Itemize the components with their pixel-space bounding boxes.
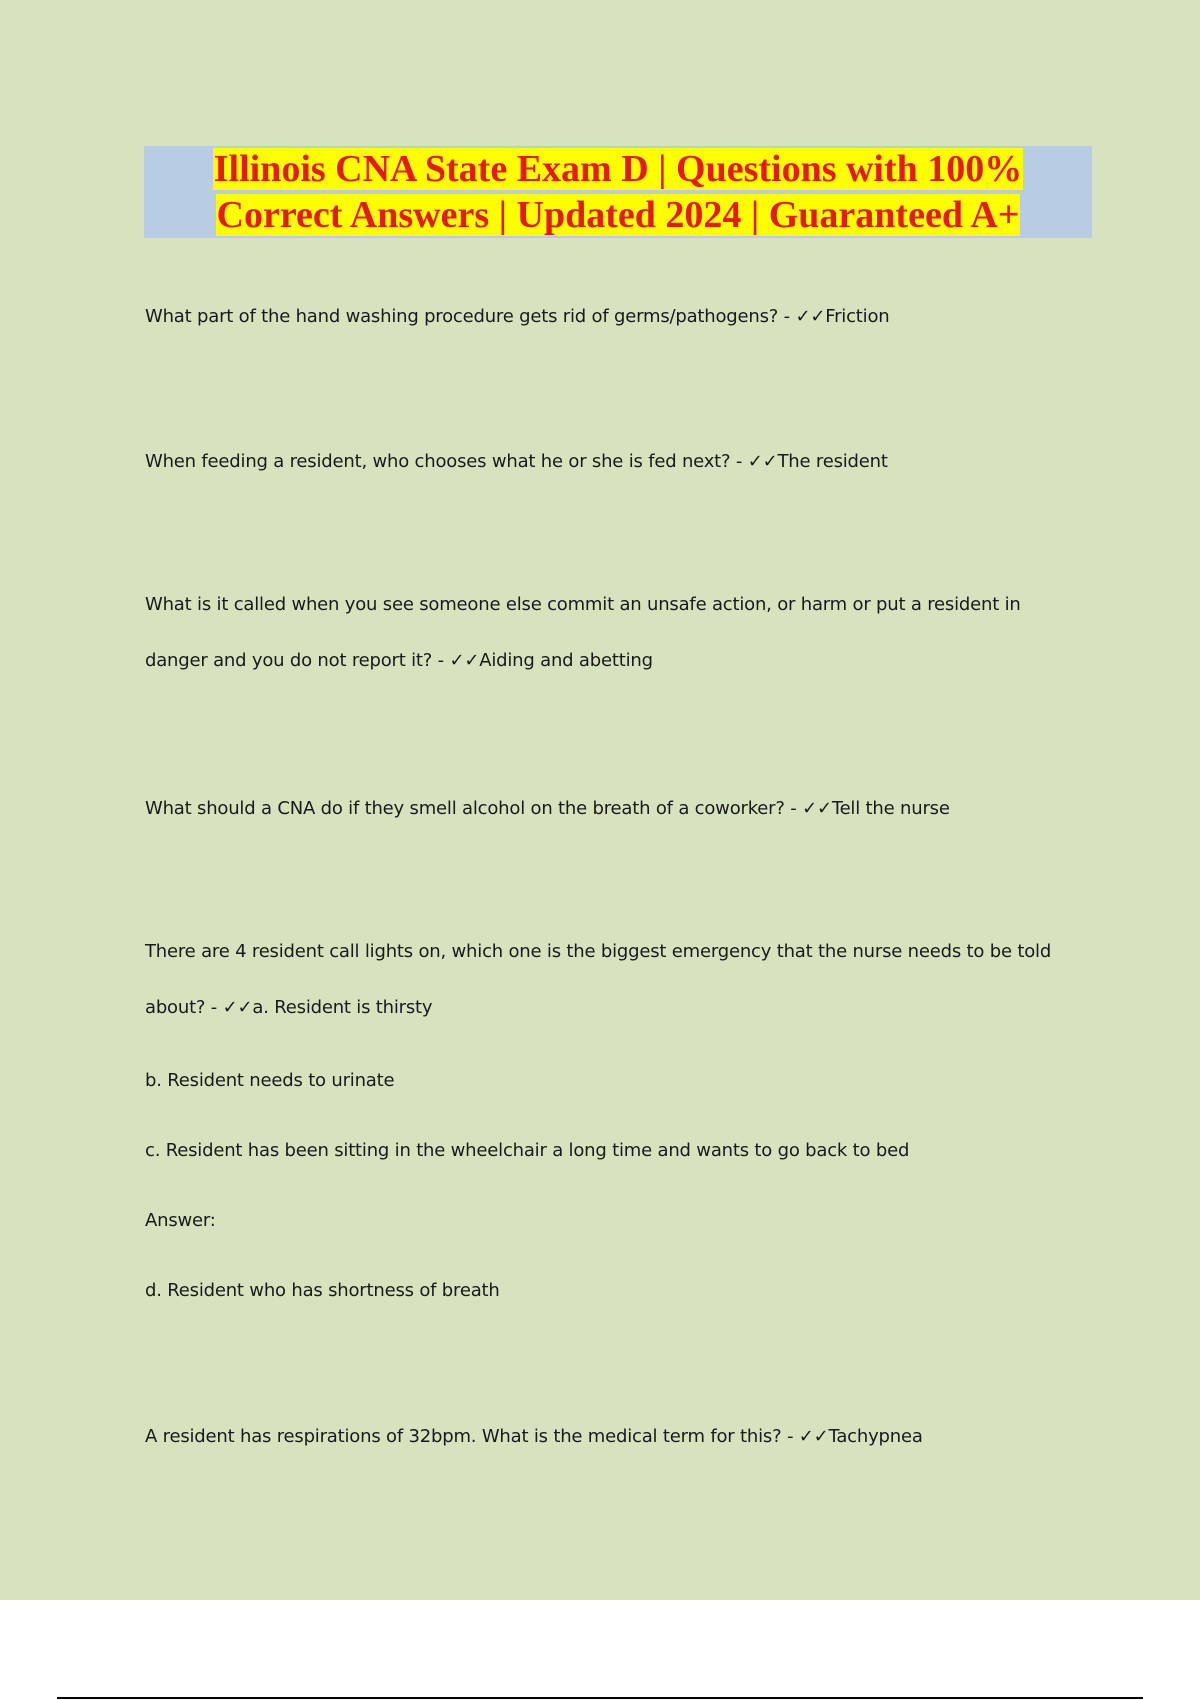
question-alcohol: What should a CNA do if they smell alcohol on the breath of a coworker? - ✓✓Tell the nurse bbox=[145, 798, 950, 819]
title-line-1: Illinois CNA State Exam D | Questions with 100% bbox=[213, 148, 1023, 190]
document-title bbox=[186, 146, 1050, 238]
question-feeding: When feeding a resident, who chooses what he or she is fed next? - ✓✓The resident bbox=[145, 451, 888, 472]
option-c: c. Resident has been sitting in the wheelchair a long time and wants to go back to bed bbox=[145, 1140, 910, 1161]
title-line-2: Correct Answers | Updated 2024 | Guaranteed A+ bbox=[216, 194, 1020, 236]
footer-rule bbox=[57, 1697, 1143, 1699]
question-call-lights: There are 4 resident call lights on, which one is the biggest emergency that the nurse needs to be told about? - ✓✓a. Resident is thirsty bbox=[145, 941, 1052, 1018]
question-respirations: A resident has respirations of 32bpm. What is the medical term for this? - ✓✓Tachypnea bbox=[145, 1426, 923, 1447]
option-d: d. Resident who has shortness of breath bbox=[145, 1280, 500, 1301]
question-handwashing: What part of the hand washing procedure gets rid of germs/pathogens? - ✓✓Friction bbox=[145, 306, 890, 327]
answer-label: Answer: bbox=[145, 1210, 216, 1231]
option-b: b. Resident needs to urinate bbox=[145, 1070, 395, 1091]
question-aiding-abetting: What is it called when you see someone else commit an unsafe action, or harm or put a resident in danger and you do not report it? - ✓✓Aiding and abetting bbox=[145, 594, 1021, 671]
